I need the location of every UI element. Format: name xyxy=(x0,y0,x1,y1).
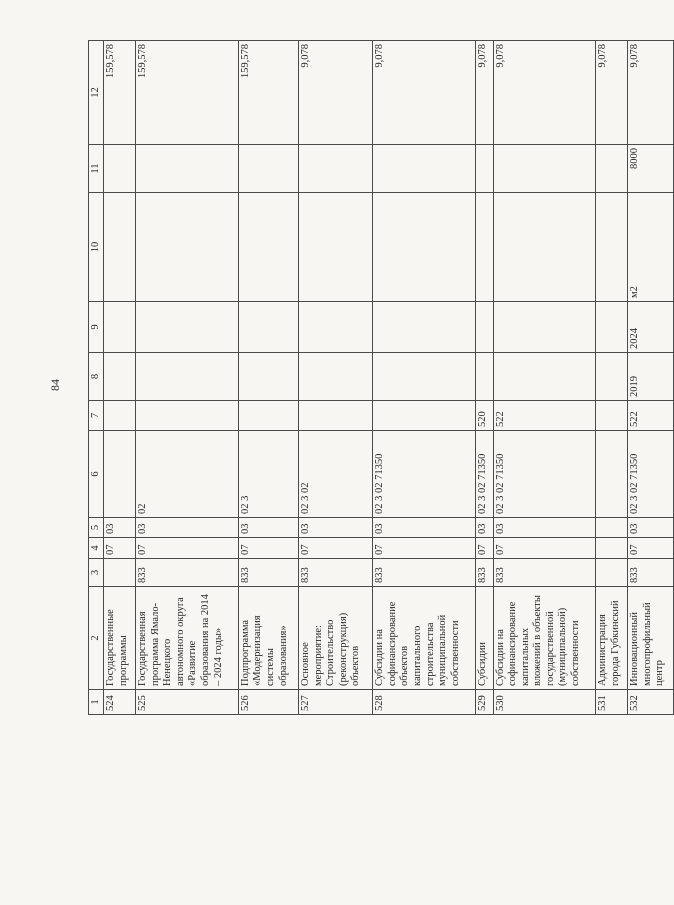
budget-table xyxy=(88,41,674,715)
cell-c6: 02 3 02 71350 xyxy=(475,431,493,518)
cell-c10 xyxy=(104,193,136,302)
cell-c12: 9,078 xyxy=(627,41,673,145)
row-name: Субсидии на софинансирование объектов капитального строительства муниципальной собственности xyxy=(373,587,476,690)
cell-c10 xyxy=(373,193,476,302)
table-row xyxy=(493,41,596,715)
cell-c7 xyxy=(136,401,239,431)
cell-c6: 02 3 02 xyxy=(298,431,372,518)
header-cell: 11 xyxy=(89,145,104,193)
row-name: Субсидии xyxy=(475,587,493,690)
header-row xyxy=(89,41,104,715)
cell-c7 xyxy=(298,401,372,431)
cell-c12: 159,578 xyxy=(136,41,239,145)
cell-c8 xyxy=(475,353,493,401)
cell-c10: м2 xyxy=(627,193,673,302)
cell-c4: 07 xyxy=(298,538,372,559)
cell-c8 xyxy=(104,353,136,401)
cell-c5: 03 xyxy=(627,518,673,538)
header-cell: 9 xyxy=(89,302,104,353)
cell-c11 xyxy=(373,145,476,193)
cell-c6: 02 3 02 71350 xyxy=(373,431,476,518)
cell-c5: 03 xyxy=(238,518,298,538)
table-row xyxy=(136,41,239,715)
cell-c9 xyxy=(298,302,372,353)
row-name: Государственные программы xyxy=(104,587,136,690)
cell-c5: 03 xyxy=(475,518,493,538)
row-number: 525 xyxy=(136,690,239,715)
cell-c8: 2019 xyxy=(627,353,673,401)
cell-c9 xyxy=(596,302,628,353)
cell-c7: 522 xyxy=(627,401,673,431)
cell-c11 xyxy=(298,145,372,193)
cell-c8 xyxy=(596,353,628,401)
table-row xyxy=(627,41,673,715)
header-cell: 6 xyxy=(89,431,104,518)
cell-c4: 07 xyxy=(475,538,493,559)
cell-c12: 9,078 xyxy=(493,41,596,145)
cell-c5: 03 xyxy=(104,518,136,538)
cell-c3 xyxy=(104,559,136,587)
header-cell: 10 xyxy=(89,193,104,302)
cell-c11 xyxy=(238,145,298,193)
cell-c9 xyxy=(475,302,493,353)
cell-c4 xyxy=(596,538,628,559)
cell-c12: 9,078 xyxy=(373,41,476,145)
table-row xyxy=(298,41,372,715)
cell-c3: 833 xyxy=(298,559,372,587)
cell-c3: 833 xyxy=(136,559,239,587)
cell-c4: 07 xyxy=(493,538,596,559)
table-row xyxy=(104,41,136,715)
cell-c3 xyxy=(596,559,628,587)
cell-c11 xyxy=(475,145,493,193)
cell-c9: 2024 xyxy=(627,302,673,353)
cell-c6: 02 3 02 71350 xyxy=(493,431,596,518)
cell-c12: 159,578 xyxy=(104,41,136,145)
cell-c4: 07 xyxy=(373,538,476,559)
header-cell: 5 xyxy=(89,518,104,538)
row-name: Инновационный многопрофильный центр xyxy=(627,587,673,690)
cell-c9 xyxy=(493,302,596,353)
table-row xyxy=(475,41,493,715)
cell-c6 xyxy=(104,431,136,518)
cell-c3: 833 xyxy=(627,559,673,587)
cell-c6 xyxy=(596,431,628,518)
cell-c5: 03 xyxy=(136,518,239,538)
cell-c9 xyxy=(373,302,476,353)
cell-c7 xyxy=(373,401,476,431)
header-cell: 8 xyxy=(89,353,104,401)
cell-c11 xyxy=(596,145,628,193)
row-number: 532 xyxy=(627,690,673,715)
cell-c10 xyxy=(136,193,239,302)
cell-c10 xyxy=(493,193,596,302)
header-cell: 2 xyxy=(89,587,104,690)
cell-c6: 02 3 02 71350 xyxy=(627,431,673,518)
row-name: Основное мероприятие: Строительство (реконструкция) объектов xyxy=(298,587,372,690)
cell-c6: 02 3 xyxy=(238,431,298,518)
table-row xyxy=(373,41,476,715)
row-number: 530 xyxy=(493,690,596,715)
row-number: 529 xyxy=(475,690,493,715)
cell-c12: 9,078 xyxy=(298,41,372,145)
row-number: 526 xyxy=(238,690,298,715)
header-cell: 12 xyxy=(89,41,104,145)
page-number: 84 xyxy=(48,379,62,391)
cell-c8 xyxy=(298,353,372,401)
row-number: 528 xyxy=(373,690,476,715)
cell-c4: 07 xyxy=(136,538,239,559)
cell-c8 xyxy=(238,353,298,401)
cell-c11 xyxy=(104,145,136,193)
cell-c3: 833 xyxy=(373,559,476,587)
cell-c8 xyxy=(493,353,596,401)
cell-c7 xyxy=(238,401,298,431)
cell-c4: 07 xyxy=(627,538,673,559)
cell-c11: 8000 xyxy=(627,145,673,193)
cell-c10 xyxy=(596,193,628,302)
cell-c3: 833 xyxy=(475,559,493,587)
table-row xyxy=(238,41,298,715)
header-cell: 4 xyxy=(89,538,104,559)
cell-c11 xyxy=(493,145,596,193)
row-name: Государственная программа Ямало-Ненецкого автономного округа «Развитие образования на 2014 – 2024 годы» xyxy=(136,587,239,690)
cell-c5: 03 xyxy=(493,518,596,538)
table-row xyxy=(596,41,628,715)
cell-c5: 03 xyxy=(373,518,476,538)
cell-c4: 07 xyxy=(104,538,136,559)
cell-c10 xyxy=(238,193,298,302)
cell-c12: 9,078 xyxy=(596,41,628,145)
cell-c10 xyxy=(475,193,493,302)
cell-c5 xyxy=(596,518,628,538)
row-number: 531 xyxy=(596,690,628,715)
cell-c7: 522 xyxy=(493,401,596,431)
cell-c12: 159,578 xyxy=(238,41,298,145)
cell-c10 xyxy=(298,193,372,302)
header-cell: 1 xyxy=(89,690,104,715)
cell-c8 xyxy=(373,353,476,401)
cell-c12: 9,078 xyxy=(475,41,493,145)
header-cell: 3 xyxy=(89,559,104,587)
row-name: Субсидии на софинансирование капитальных вложений в объекты государственной (муниципальной) собственности xyxy=(493,587,596,690)
cell-c5: 03 xyxy=(298,518,372,538)
row-name: Подпрограмма «Модернизация системы образования» xyxy=(238,587,298,690)
header-cell: 7 xyxy=(89,401,104,431)
cell-c4: 07 xyxy=(238,538,298,559)
cell-c7 xyxy=(104,401,136,431)
cell-c9 xyxy=(136,302,239,353)
cell-c7 xyxy=(596,401,628,431)
cell-c3: 833 xyxy=(238,559,298,587)
cell-c11 xyxy=(136,145,239,193)
row-number: 524 xyxy=(104,690,136,715)
row-number: 527 xyxy=(298,690,372,715)
cell-c3: 833 xyxy=(493,559,596,587)
cell-c9 xyxy=(238,302,298,353)
cell-c7: 520 xyxy=(475,401,493,431)
cell-c6: 02 xyxy=(136,431,239,518)
cell-c9 xyxy=(104,302,136,353)
row-name: Администрация города Губкинский xyxy=(596,587,628,690)
cell-c8 xyxy=(136,353,239,401)
